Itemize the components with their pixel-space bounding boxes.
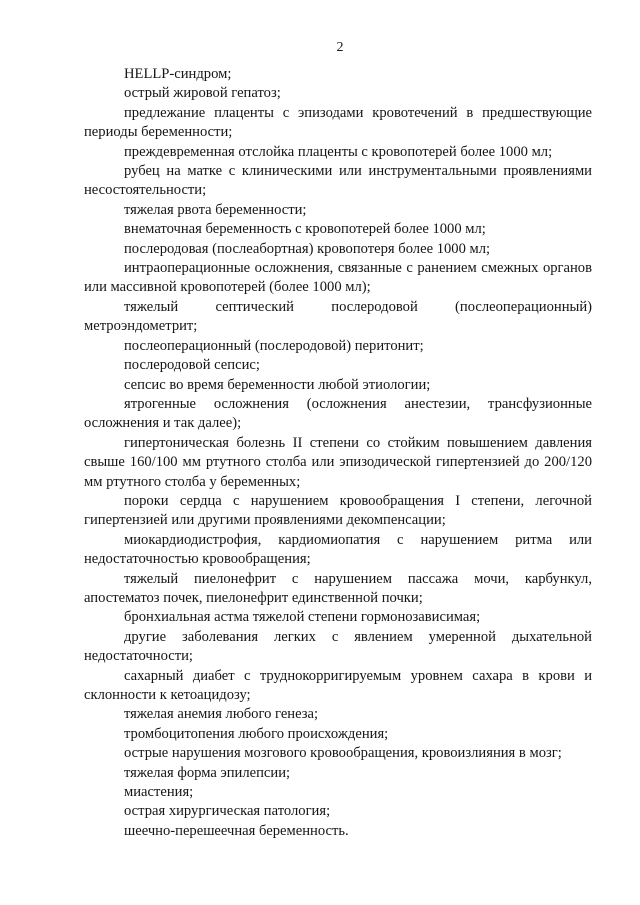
list-item: послеродовой сепсис; (124, 357, 260, 374)
list-item: гипертоническая болезнь II степени со стойким повышением давления свыше 160/100 мм ртутного столба или эпизодической гипертензией до 200/120 мм ртутного столба у беременных; (84, 434, 592, 490)
list-item: бронхиальная астма тяжелой степени гормонозависимая; (124, 609, 481, 626)
condition-list (84, 65, 592, 841)
list-item: интраоперационные осложнения, связанные с ранением смежных органов или массивной кровопотерей (более 1000 мл); (84, 260, 592, 296)
list-item: тяжелая форма эпилепсии; (124, 764, 291, 781)
list-item: острый жировой гепатоз; (124, 85, 281, 102)
list-item: тяжелый септический послеродовой (послеоперационный) метроэндометрит; (84, 298, 592, 335)
list-item: острая хирургическая патология; (124, 803, 331, 820)
list-item: преждевременная отслойка плаценты с кровопотерей более 1000 мл; (124, 143, 553, 160)
list-item: тромбоцитопения любого происхождения; (124, 725, 389, 742)
list-item: сепсис во время беременности любой этиологии; (124, 376, 431, 393)
page-number: 2 (336, 40, 344, 55)
list-item: послеоперационный (послеродовой) перитонит; (124, 337, 424, 354)
list-item: внематочная беременность с кровопотерей более 1000 мл; (124, 221, 486, 238)
list-item: послеродовая (послеабортная) кровопотеря более 1000 мл; (124, 240, 491, 257)
list-item: HELLP-синдром; (124, 66, 232, 82)
list-item: предлежание плаценты с эпизодами кровотечений в предшествующие периоды беременности; (84, 104, 592, 141)
list-item: острые нарушения мозгового кровообращения, кровоизлияния в мозг; (124, 745, 562, 762)
list-item: пороки сердца с нарушением кровообращения I степени, легочной гипертензией или другими проявлениями декомпенсации; (84, 492, 592, 529)
list-item: рубец на матке с клиническими или инструментальными проявлениями несостоятельности; (84, 163, 592, 199)
list-item: тяжелая анемия любого генеза; (124, 706, 319, 723)
list-item: миастения; (124, 784, 194, 801)
list-item: другие заболевания легких с явлением умеренной дыхательной недостаточности; (84, 628, 592, 665)
list-item: тяжелый пиелонефрит с нарушением пассажа мочи, карбункул, апостематоз почек, пиелонефрит единственной почки; (84, 570, 592, 606)
list-item: миокардиодистрофия, кардиомиопатия с нарушением ритма или недостаточностью кровообращения; (84, 531, 592, 568)
list-item: шеечно-перешеечная беременность. (124, 822, 349, 839)
list-item: ятрогенные осложнения (осложнения анестезии, трансфузионные осложнения и так далее); (84, 395, 592, 432)
list-item: сахарный диабет с труднокорригируемым уровнем сахара в крови и склонности к кетоацидозу; (84, 667, 592, 703)
list-item: тяжелая рвота беременности; (124, 201, 307, 218)
